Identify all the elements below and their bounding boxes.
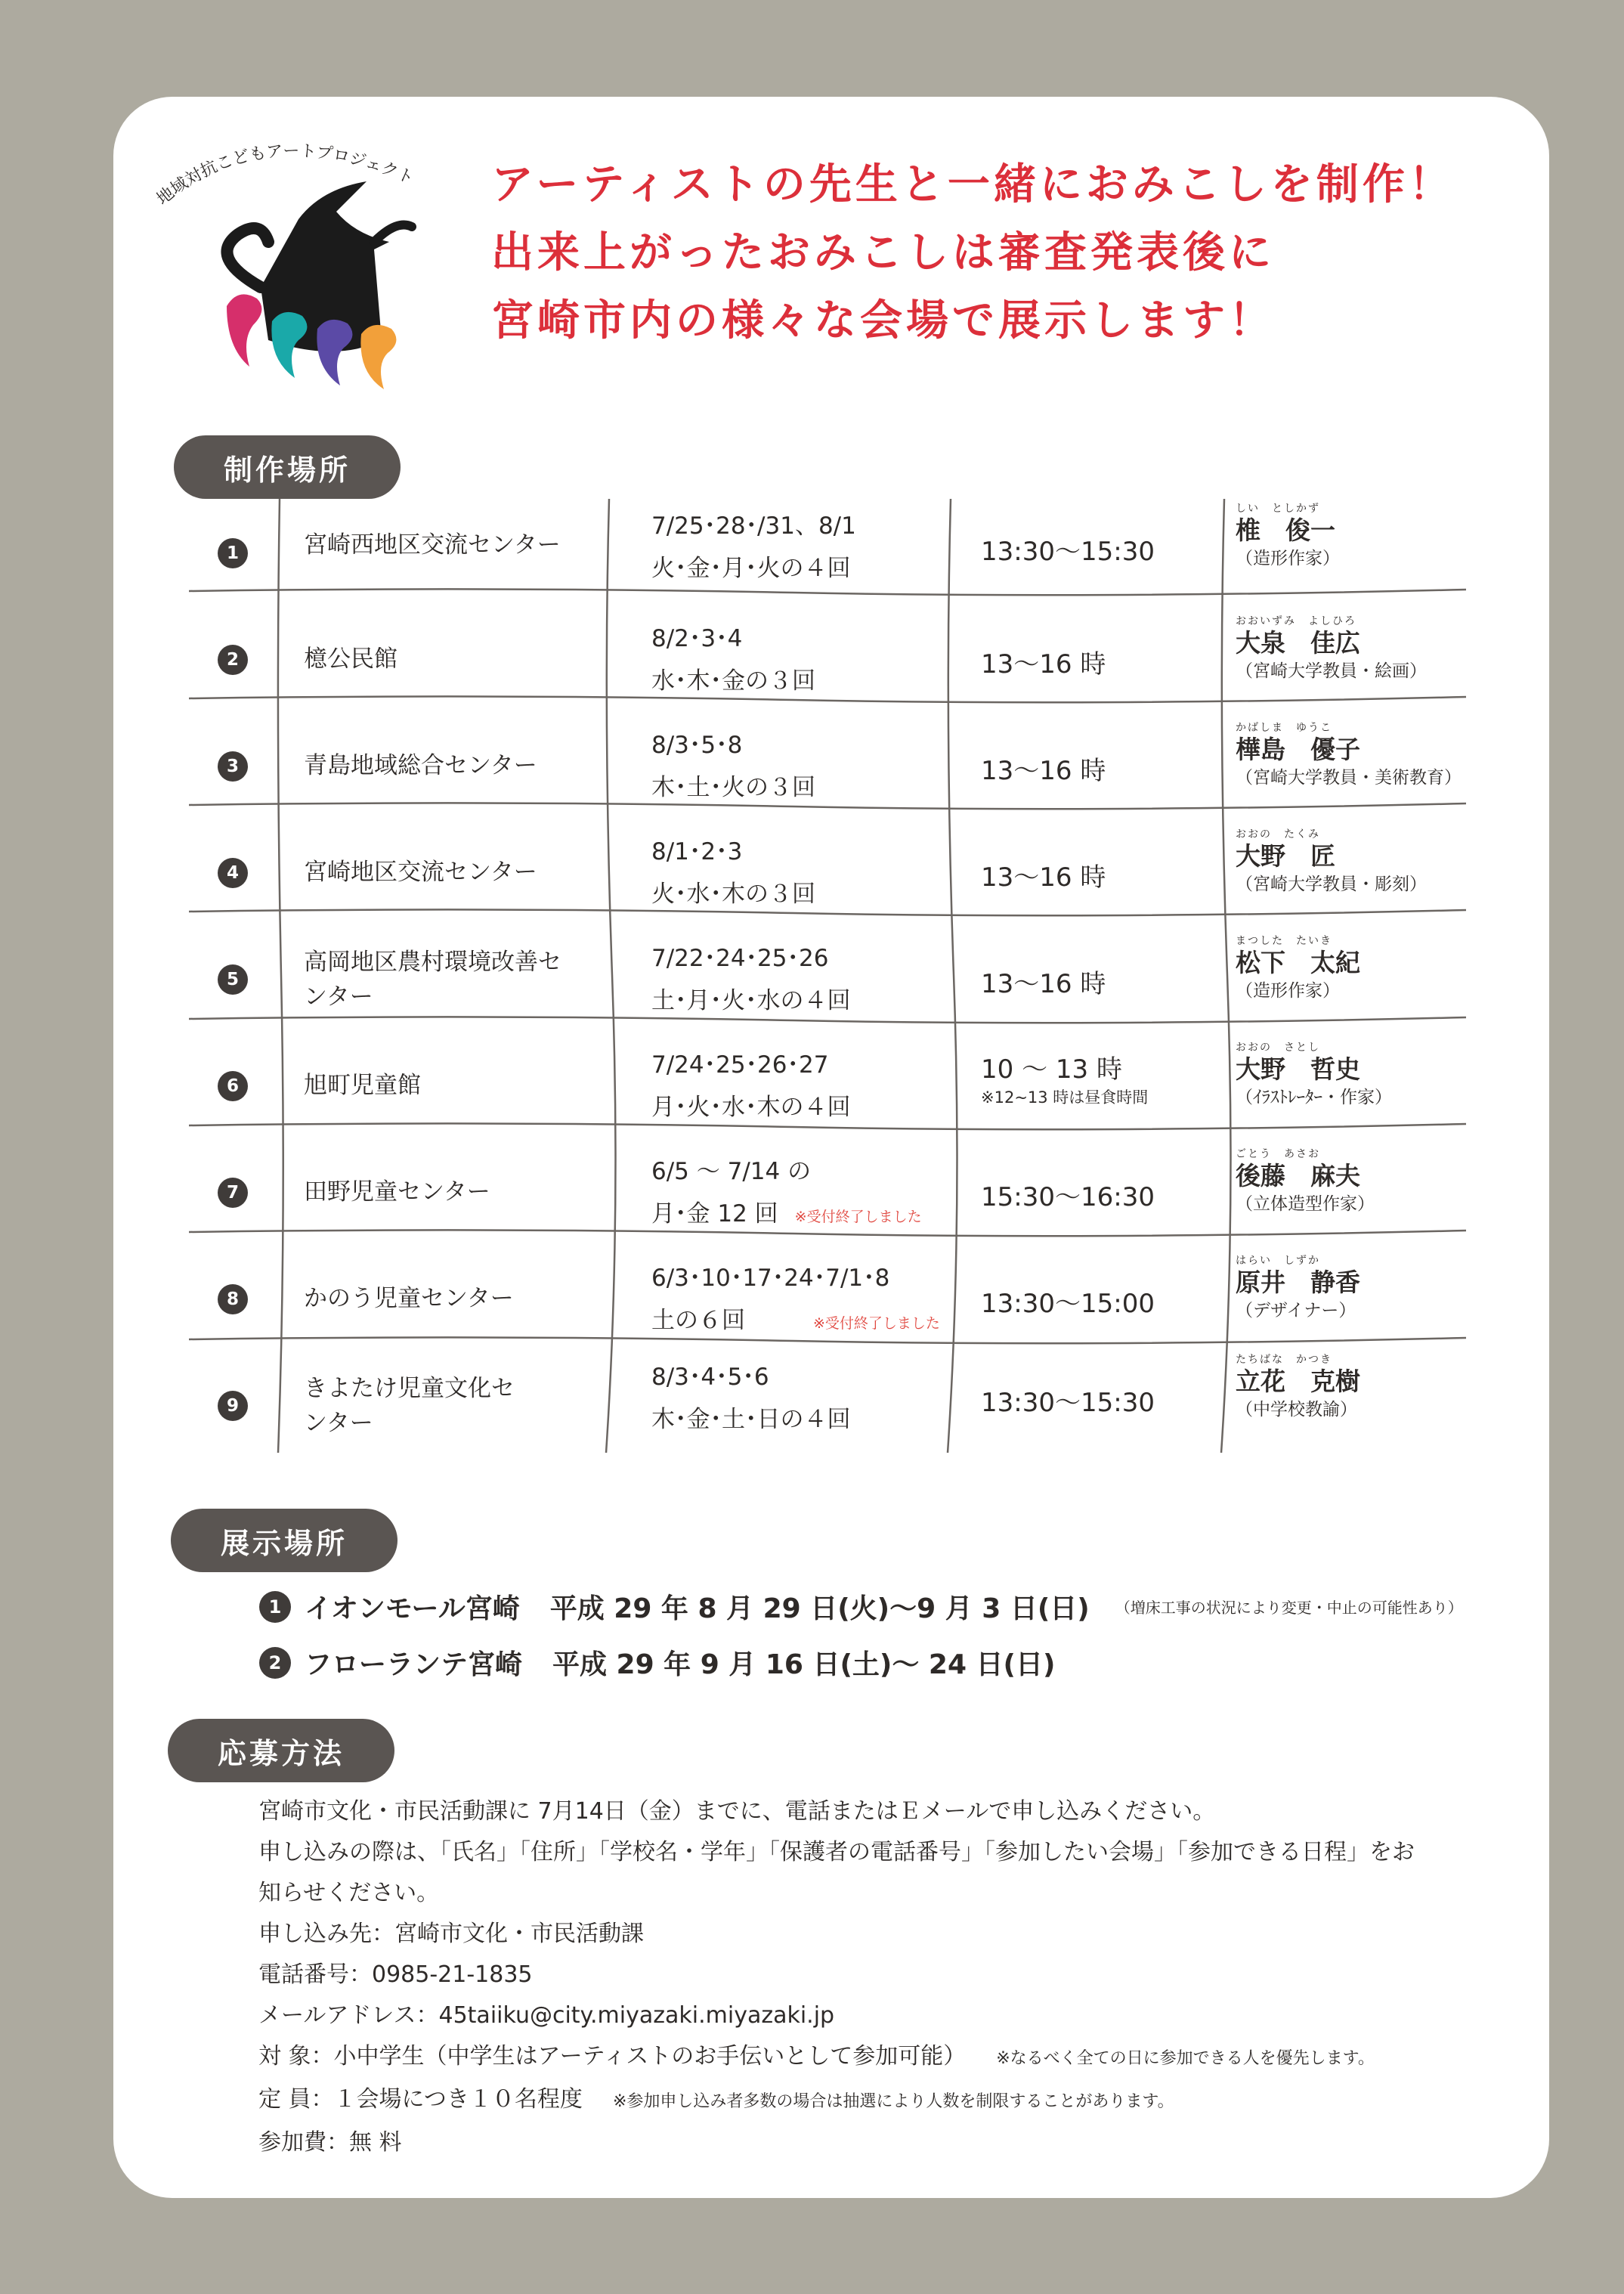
row-number: 2 <box>218 645 248 675</box>
venue-name: 檍公民館 <box>304 645 397 673</box>
session-dates: 6/3･10･17･24･7/1･8 <box>651 1265 890 1292</box>
venue-name: かのう児童センター <box>304 1285 514 1312</box>
exhibition-venue: フローランテ宮崎 <box>305 1649 523 1680</box>
session-time: 10 ～ 13 時 <box>981 1054 1122 1085</box>
artist-ruby: まつした たいき <box>1236 935 1332 947</box>
logo-project-name: 地域対抗こどもアートプロジェクト <box>153 141 417 209</box>
row-number: 7 <box>218 1178 248 1208</box>
schedule-row-2 <box>189 605 1466 712</box>
artist-role: （中学校教諭） <box>1236 1400 1357 1419</box>
session-time: 15:30～16:30 <box>981 1182 1155 1212</box>
artist-ruby: おおいずみ よしひろ <box>1236 615 1356 627</box>
session-days: 火･水･木の３回 <box>651 881 815 908</box>
row-number: 9 <box>218 1391 248 1421</box>
session-time: 13:30～15:00 <box>981 1289 1155 1319</box>
artist-role: （造形作家） <box>1236 981 1340 1001</box>
exhibition-number: 1 <box>259 1591 291 1623</box>
application-fee: 参加費：無 料 <box>258 2129 402 2156</box>
exhibition-item-2 <box>259 1643 1055 1682</box>
artist-name: 大野 哲史 <box>1236 1054 1360 1084</box>
session-days: 木･土･火の３回 <box>651 774 815 801</box>
logo-pink-tassel <box>227 294 261 367</box>
session-time: 13～16 時 <box>981 756 1106 786</box>
application-details <box>258 1791 1513 2163</box>
session-days: 月･金 12 回 <box>651 1200 778 1227</box>
artist-role: （立体造型作家） <box>1236 1194 1375 1214</box>
headline-line-3: 宮崎市内の様々な会場で展示します！ <box>491 296 1275 345</box>
section-production-heading: 制作場所 <box>174 435 401 499</box>
session-dates: 6/5 ～ 7/14 の <box>651 1158 812 1185</box>
artist-ruby: ごとう あさお <box>1236 1148 1320 1160</box>
artist-role: （宮崎大学教員・彫刻） <box>1236 875 1427 894</box>
artist-role: （デザイナー） <box>1236 1301 1356 1320</box>
artist-name: 大野 匠 <box>1236 841 1335 871</box>
session-dates: 8/1･2･3 <box>651 838 743 865</box>
artist-name: 立花 克樹 <box>1236 1367 1360 1396</box>
application-phone: 電話番号：0985-21-1835 <box>258 1961 533 1988</box>
application-capacity: 定 員：１会場につき１０名程度 <box>258 2086 583 2113</box>
artist-role: （宮崎大学教員・絵画） <box>1236 661 1427 681</box>
session-days: 火･金･月･火の４回 <box>651 555 851 582</box>
artist-ruby: たちばな かつき <box>1236 1354 1332 1366</box>
venue-name: 旭町児童館 <box>304 1072 421 1099</box>
schedule-row-5 <box>189 925 1466 1032</box>
session-dates: 8/3･4･5･6 <box>651 1364 769 1391</box>
logo-purple-tassel <box>317 320 352 385</box>
session-days: 木･金･土･日の４回 <box>651 1406 851 1433</box>
schedule-row-3 <box>189 712 1466 819</box>
venue-name: 高岡地区農村環境改善センター <box>304 949 561 1011</box>
headline-line-2: 出来上がったおみこしは審査発表後に <box>491 228 1275 277</box>
exhibition-note: （増床工事の状況により変更・中止の可能性あり） <box>1115 1599 1463 1617</box>
venue-name: 青島地域総合センター <box>304 752 537 779</box>
closed-notice: ※受付終了しました <box>794 1209 922 1225</box>
artist-ruby: おおの さとし <box>1236 1042 1320 1054</box>
application-target: 対 象：小中学生（中学生はアーティストのお手伝いとして参加可能） <box>258 2043 967 2070</box>
artist-name: 椎 俊一 <box>1236 515 1335 545</box>
row-number: 5 <box>218 964 248 995</box>
session-time: 13～16 時 <box>981 862 1106 893</box>
session-dates: 7/22･24･25･26 <box>651 945 829 972</box>
artist-name: 原井 静香 <box>1236 1268 1360 1297</box>
row-number: 4 <box>218 858 248 888</box>
schedule-row-6 <box>189 1032 1466 1138</box>
project-logo <box>147 136 465 393</box>
application-email: メールアドレス：45taiiku@city.miyazaki.miyazaki.jp <box>258 2002 835 2029</box>
exhibition-venue: イオンモール宮崎 <box>305 1593 520 1624</box>
session-days: 土の６回 <box>651 1307 745 1334</box>
headline-line-1: アーティストの先生と一緒におみこしを制作！ <box>491 160 1455 209</box>
session-time: 13:30～15:30 <box>981 1388 1155 1418</box>
venue-name: 宮崎地区交流センター <box>304 859 537 886</box>
session-days: 土･月･火･水の４回 <box>651 987 851 1014</box>
schedule-row-9 <box>189 1351 1466 1458</box>
artist-name: 後藤 麻夫 <box>1236 1161 1360 1190</box>
session-time: 13～16 時 <box>981 969 1106 999</box>
row-number: 3 <box>218 751 248 782</box>
session-time: 13～16 時 <box>981 649 1106 680</box>
artist-ruby: しい としかず <box>1236 503 1320 515</box>
application-deadline: 宮崎市文化・市民活動課に 7月14日（金）までに、電話またはＥメールで申し込みください。 <box>258 1798 1216 1825</box>
venue-name: きよたけ児童文化センター <box>304 1375 515 1437</box>
row-number: 1 <box>218 538 248 568</box>
lunch-note: ※12~13 時は昼食時間 <box>981 1088 1149 1107</box>
application-target-note: ※なるべく全ての日に参加できる人を優先します。 <box>996 2049 1375 2068</box>
exhibition-date: 平成 29 年 9 月 16 日(土)～ 24 日(日) <box>552 1649 1056 1680</box>
venue-name: 宮崎西地区交流センター <box>304 531 561 559</box>
artist-name: 樺島 優子 <box>1236 735 1360 764</box>
schedule-row-4 <box>189 819 1466 925</box>
artist-ruby: かばしま ゆうこ <box>1236 722 1332 734</box>
artist-name: 松下 太紀 <box>1236 948 1360 977</box>
session-time: 13:30～15:30 <box>981 537 1155 567</box>
artist-role: （造形作家） <box>1236 549 1340 568</box>
closed-notice: ※受付終了しました <box>813 1315 940 1332</box>
session-days: 月･火･水･木の４回 <box>651 1094 851 1121</box>
schedule-row-1 <box>189 499 1466 605</box>
session-dates: 8/3･5･8 <box>651 732 743 759</box>
artist-ruby: はらい しずか <box>1236 1255 1320 1267</box>
artist-name: 大泉 佳広 <box>1236 628 1360 658</box>
session-dates: 8/2･3･4 <box>651 625 743 652</box>
artist-role: （宮崎大学教員・美術教育） <box>1236 768 1462 788</box>
schedule-row-7 <box>189 1138 1466 1245</box>
headline <box>491 151 1534 355</box>
schedule-table <box>189 499 1466 1453</box>
application-capacity-note: ※参加申し込み者多数の場合は抽選により人数を制限することがあります。 <box>612 2092 1174 2111</box>
artist-ruby: おおの たくみ <box>1236 828 1320 841</box>
section-application-heading: 応募方法 <box>168 1719 394 1782</box>
session-days: 水･木･金の３回 <box>651 667 815 695</box>
logo-orange-tassel <box>360 325 396 389</box>
session-dates: 7/25･28･/31、8/1 <box>651 512 856 540</box>
application-contact: 申し込み先：宮崎市文化・市民活動課 <box>258 1921 644 1947</box>
artist-role: （ｲﾗｽﾄﾚｰﾀｰ・作家） <box>1236 1088 1392 1107</box>
row-number: 8 <box>218 1284 248 1314</box>
application-required-info-cont: 知らせください。 <box>258 1880 440 1906</box>
exhibition-date: 平成 29 年 8 月 29 日(火)～9 月 3 日(日) <box>549 1593 1090 1624</box>
row-number: 6 <box>218 1071 248 1101</box>
exhibition-number: 2 <box>259 1647 291 1679</box>
session-dates: 7/24･25･26･27 <box>651 1051 829 1079</box>
venue-name: 田野児童センター <box>304 1178 490 1206</box>
schedule-row-8 <box>189 1245 1466 1351</box>
section-exhibition-heading: 展示場所 <box>171 1509 397 1572</box>
exhibition-item-1 <box>259 1587 1463 1626</box>
application-required-info: 申し込みの際は、「氏名」「住所」「学校名・学年」「保護者の電話番号」「参加したい会場」「参加できる日程」をお <box>258 1839 1415 1865</box>
